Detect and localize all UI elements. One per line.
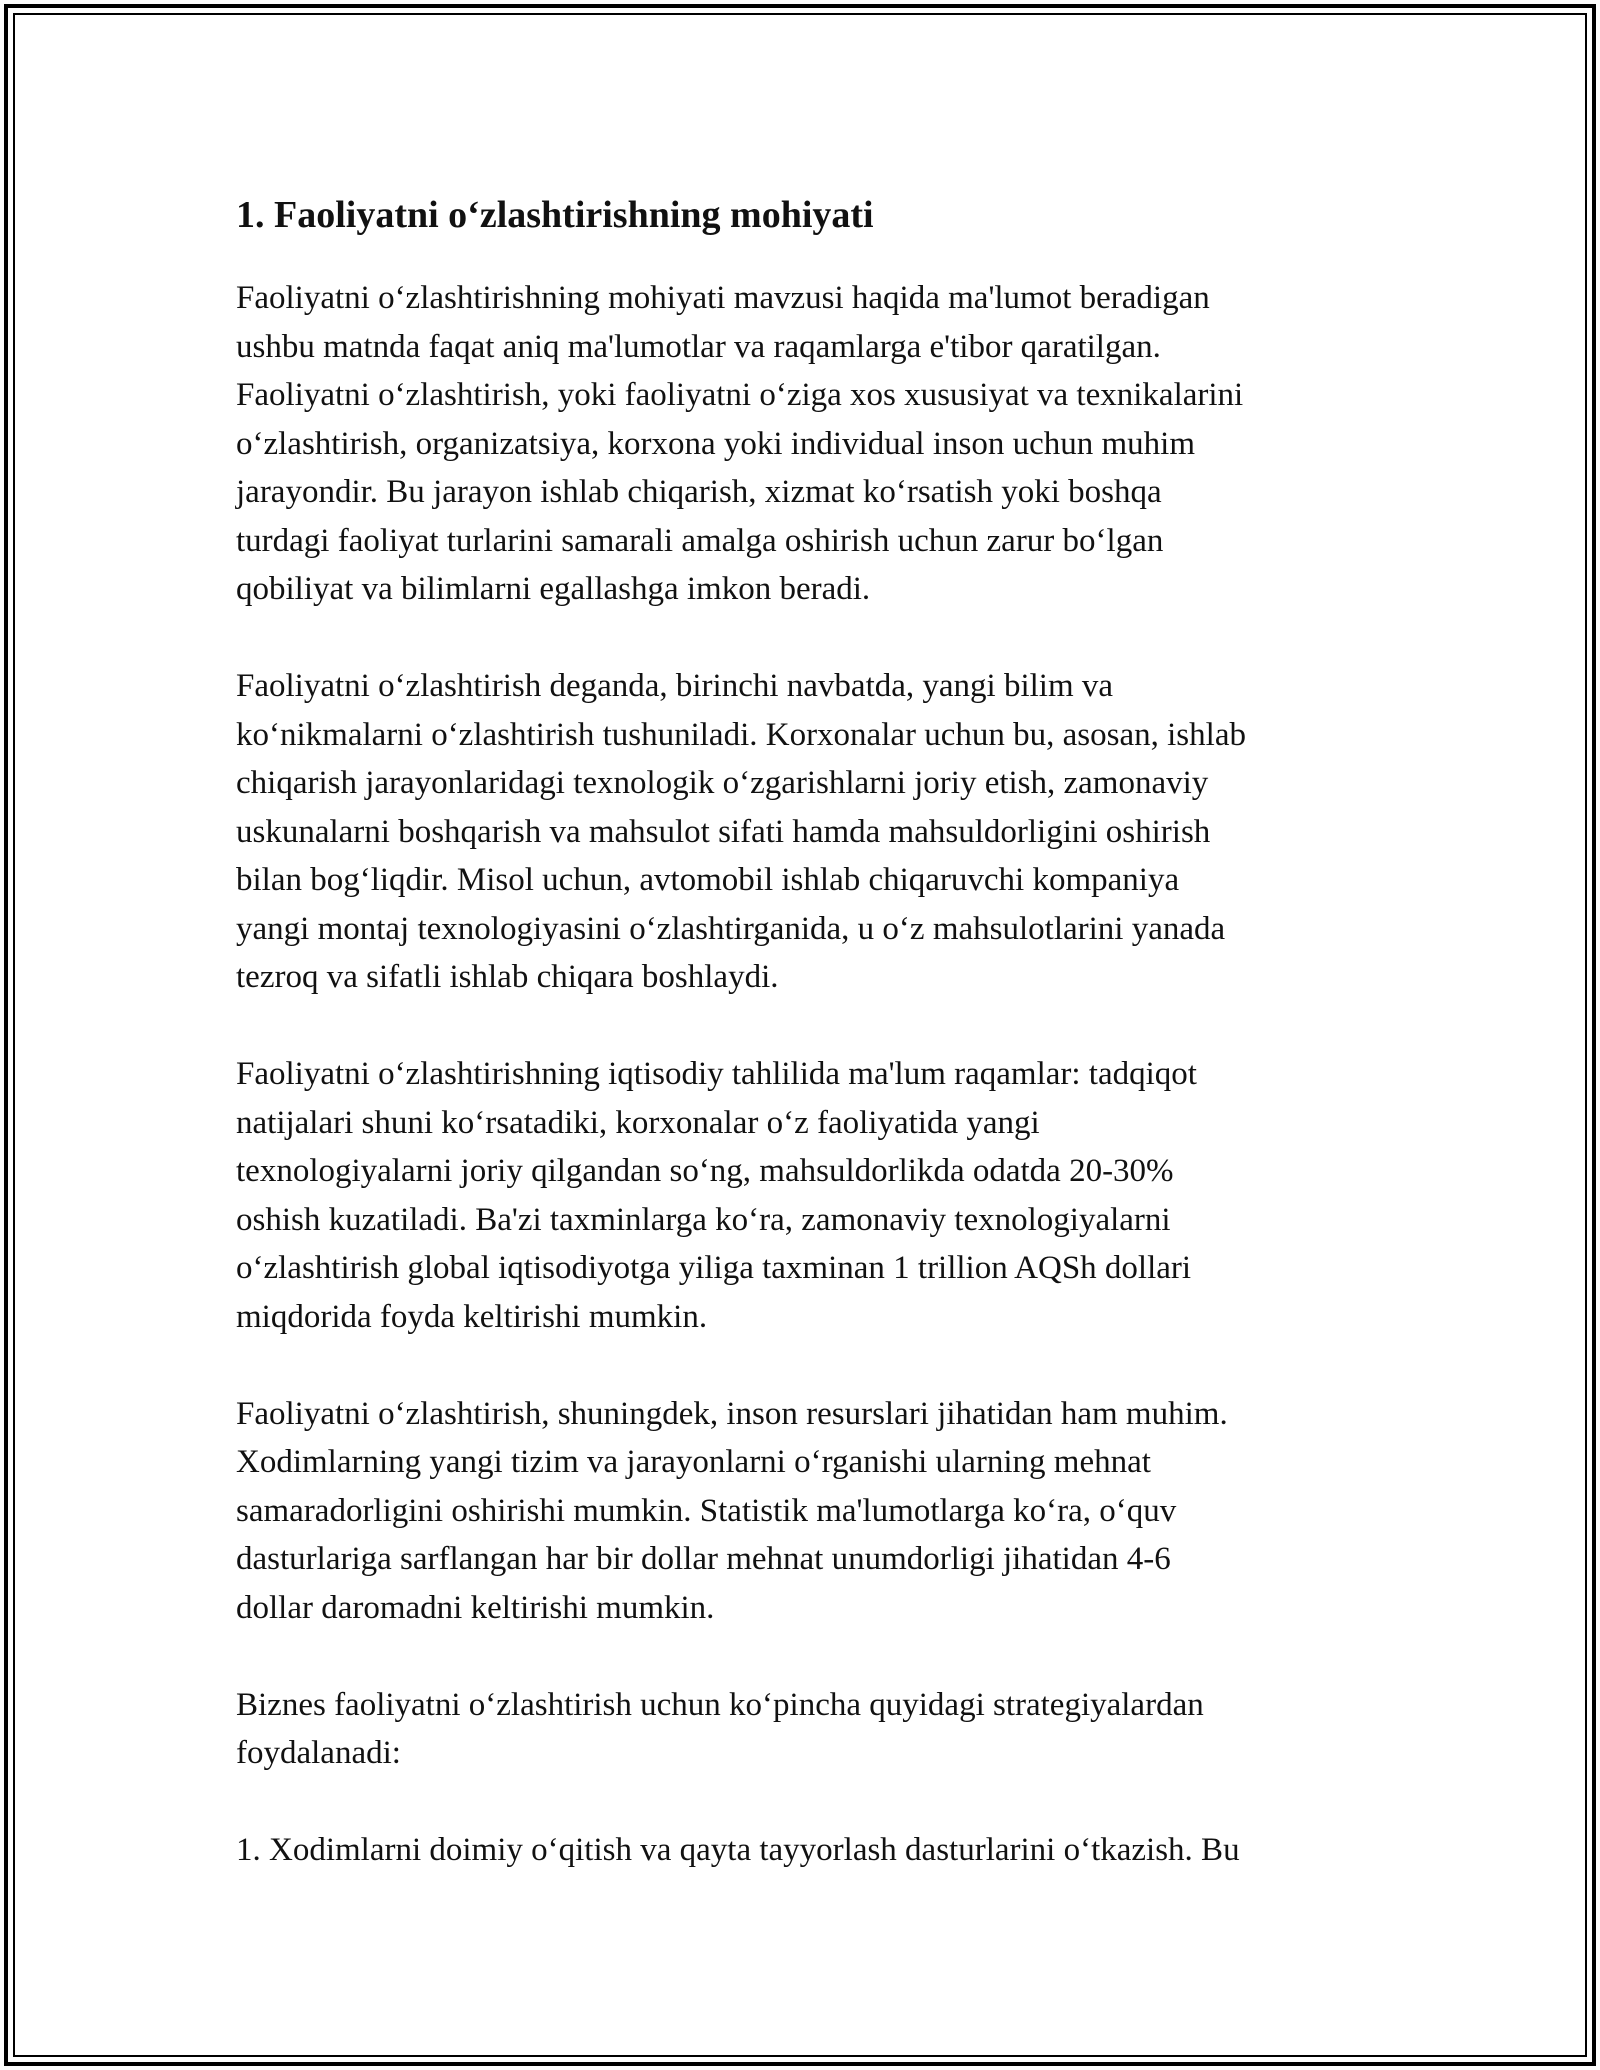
spacer [236,244,1366,274]
list-item-1: 1. Xodimlarni doimiy o‘qitish va qayta tayyorlash dasturlarini o‘tkazish. Bu [236,1832,1240,1868]
paragraph-4: Faoliyatni o‘zlashtirish, shuningdek, inson resurslari jihatidan ham muhim. Xodimlarning yangi tizim va jarayonlarni o‘rganishi ularning mehnat samaradorligini oshirishi mumkin. Statistik ma'lumotlarga ko‘ra, o‘quv dasturlariga sarflangan har bir dollar mehnat unumdorligi jihatidan 4-6 dollar daromadni keltirishi mumkin. [236,1395,1228,1626]
spacer [236,1341,1366,1390]
spacer [236,1002,1366,1051]
spacer [236,1778,1366,1827]
paragraph-5: Biznes faoliyatni o‘zlashtirish uchun ko‘pincha quyidagi strategiyalardan foydalanadi: [236,1686,1204,1771]
spacer [236,1632,1366,1681]
paragraph-2: Faoliyatni o‘zlashtirish deganda, birinchi navbatda, yangi bilim va ko‘nikmalarni o‘zlashtirish tushuniladi. Korxonalar uchun bu, asosan, ishlab chiqarish jarayonlaridagi texnologik o‘zgarishlarni joriy etish, zamonaviy uskunalarni boshqarish va mahsulot sifati hamda mahsuldorligini oshirish bilan bog‘liqdir. Misol uchun, avtomobil ishlab chiqaruvchi kompaniya yangi montaj texnologiyasini o‘zlashtirganida, u o‘z mahsulotlarini yanada tezroq va sifatli ishlab chiqara boshlaydi. [236,668,1246,995]
paragraph-3: Faoliyatni o‘zlashtirishning iqtisodiy tahlilida ma'lum raqamlar: tadqiqot natijalari shuni ko‘rsatadiki, korxonalar o‘z faoliyatida yangi texnologiyalarni joriy qilgandan so‘ng, mahsuldorlikda odatda 20-30% oshish kuzatiladi. Ba'zi taxminlarga ko‘ra, zamonaviy texnologiyalarni o‘zlashtirish global iqtisodiyotga yiliga taxminan 1 trillion AQSh dollari miqdorida foyda keltirishi mumkin. [236,1056,1197,1335]
section-title: 1. Faoliyatni o‘zlashtirishning mohiyati [236,194,874,236]
paragraph-1: Faoliyatni o‘zlashtirishning mohiyati mavzusi haqida ma'lumot beradigan ushbu matnda faqat aniq ma'lumotlar va raqamlarga e'tibor qaratilgan. Faoliyatni o‘zlashtirish, yoki faoliyatni o‘ziga xos xususiyat va texnikalarini o‘zlashtirish, organizatsiya, korxona yoki individual inson uchun muhim jarayondir. Bu jarayon ishlab chiqarish, xizmat ko‘rsatish yoki boshqa turdagi faoliyat turlarini samarali amalga oshirish uchun zarur bo‘lgan qobiliyat va bilimlarni egallashga imkon beradi. [236,280,1244,607]
document-body [236,186,1366,1875]
spacer [236,614,1366,663]
